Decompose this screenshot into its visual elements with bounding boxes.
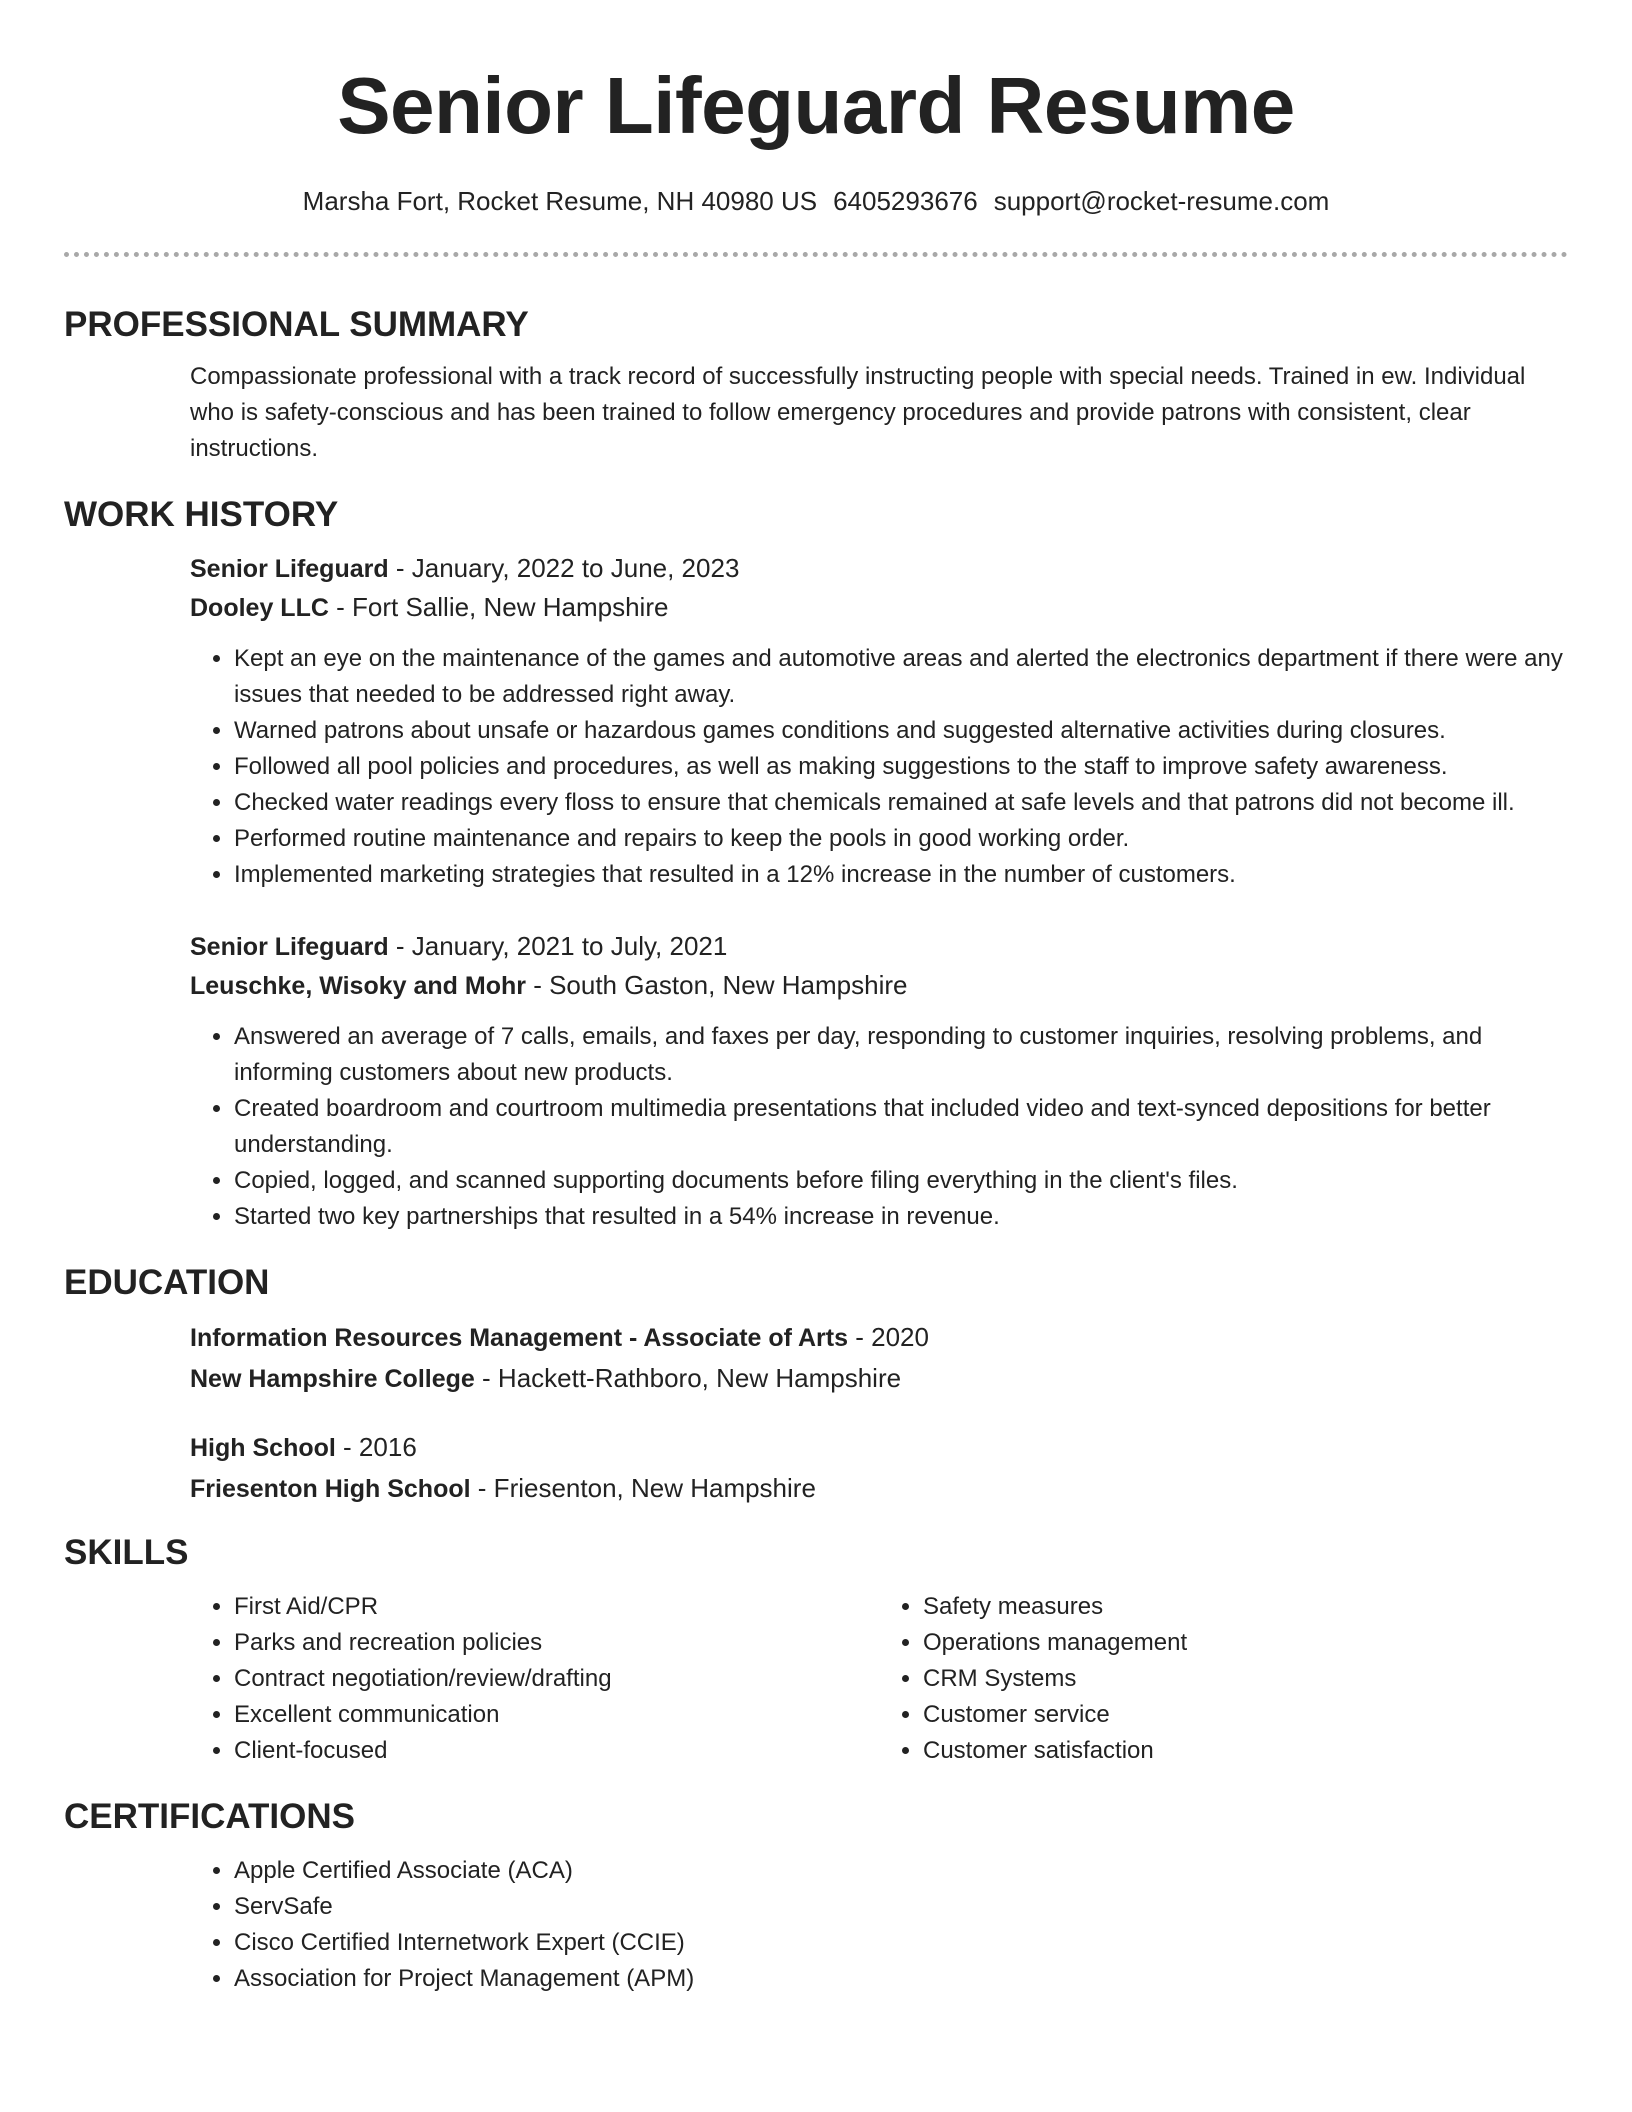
skills-list-left — [190, 1589, 879, 1769]
job-bullet: • Created boardroom and courtroom multimedia presentations that included video and text-synced depositions for better understanding. — [234, 1091, 1568, 1163]
resume-title: Senior Lifeguard Resume — [337, 61, 1295, 150]
job-bullet: • Started two key partnerships that resulted in a 54% increase in revenue. — [234, 1199, 1568, 1235]
job-entry — [190, 549, 1568, 893]
job-bullet: • Copied, logged, and scanned supporting documents before filing everything in the client's files. — [234, 1163, 1568, 1199]
skill-item: • Parks and recreation policies — [234, 1625, 879, 1661]
job-bullet: • Followed all pool policies and procedures, as well as making suggestions to the staff to improve safety awareness. — [234, 749, 1568, 785]
education-year: - 2016 — [335, 1432, 417, 1462]
job-bullets — [190, 641, 1568, 893]
certifications-list — [190, 1853, 1568, 1997]
job-bullets — [190, 1019, 1568, 1235]
job-company-line — [190, 966, 1568, 1005]
skill-item: • CRM Systems — [923, 1661, 1568, 1697]
skill-item: • Customer satisfaction — [923, 1733, 1568, 1769]
contact-address: Marsha Fort, Rocket Resume, NH 40980 US — [302, 186, 818, 216]
education-location: - Hackett-Rathboro, New Hampshire — [474, 1363, 902, 1393]
job-bullet: • Checked water readings every floss to ensure that chemicals remained at safe levels and that patrons did not become ill. — [234, 785, 1568, 821]
summary-section — [190, 359, 1568, 467]
header-divider — [64, 252, 1568, 257]
certification-item: • Apple Certified Associate (ACA) — [234, 1853, 1568, 1889]
summary-text: Compassionate professional with a track record of successfully instructing people with special needs. Trained in ew. Individual who is safety-conscious and has been trained to follow emergency procedures and provide patrons with consistent, clear instructions. — [190, 363, 1526, 462]
job-bullet: • Answered an average of 7 calls, emails, and faxes per day, responding to customer inquiries, resolving problems, and informing customers about new products. — [234, 1019, 1568, 1091]
summary-heading: PROFESSIONAL SUMMARY — [64, 305, 529, 344]
job-bullet: • Warned patrons about unsafe or hazardous games conditions and suggested alternative activities during closures. — [234, 713, 1568, 749]
job-location: - South Gaston, New Hampshire — [525, 970, 908, 1000]
education-degree-line — [190, 1317, 1568, 1358]
education-school: Friesenton High School — [190, 1475, 471, 1503]
education-heading: EDUCATION — [64, 1263, 270, 1302]
certifications-section — [190, 1853, 1568, 1997]
education-school: New Hampshire College — [190, 1365, 475, 1393]
job-dates: - January, 2022 to June, 2023 — [388, 553, 740, 583]
skill-item: • Operations management — [923, 1625, 1568, 1661]
job-bullet: • Implemented marketing strategies that resulted in a 12% increase in the number of customers. — [234, 857, 1568, 893]
education-school-line — [190, 1468, 1568, 1509]
skill-item: • Contract negotiation/review/drafting — [234, 1661, 879, 1697]
contact-phone: 6405293676 — [833, 186, 978, 216]
skill-item: • Customer service — [923, 1697, 1568, 1733]
education-degree-line — [190, 1427, 1568, 1468]
contact-email: support@rocket-resume.com — [993, 186, 1330, 216]
certifications-heading: CERTIFICATIONS — [64, 1797, 356, 1836]
job-entry — [190, 927, 1568, 1235]
job-title-line — [190, 927, 1568, 966]
certification-item: • Cisco Certified Internetwork Expert (CCIE) — [234, 1925, 1568, 1961]
job-title: Senior Lifeguard — [190, 555, 389, 583]
certification-item: • Association for Project Management (APM) — [234, 1961, 1568, 1997]
job-company-line — [190, 588, 1568, 627]
education-section — [190, 1317, 1568, 1509]
skill-item: • Safety measures — [923, 1589, 1568, 1625]
education-entry — [190, 1427, 1568, 1509]
job-bullet: • Kept an eye on the maintenance of the games and automotive areas and alerted the electronics department if there were any issues that needed to be addressed right away. — [234, 641, 1568, 713]
education-degree: High School — [190, 1434, 336, 1462]
skill-item: • First Aid/CPR — [234, 1589, 879, 1625]
job-title-line — [190, 549, 1568, 588]
education-degree: Information Resources Management - Associate of Arts — [190, 1324, 849, 1352]
work-history-heading: WORK HISTORY — [64, 495, 339, 534]
job-company: Leuschke, Wisoky and Mohr — [190, 972, 526, 1000]
skills-heading: SKILLS — [64, 1533, 189, 1572]
job-location: - Fort Sallie, New Hampshire — [328, 592, 669, 622]
work-history-section — [190, 549, 1568, 1235]
certification-item: • ServSafe — [234, 1889, 1568, 1925]
education-year: - 2020 — [848, 1322, 929, 1352]
job-dates: - January, 2021 to July, 2021 — [388, 931, 728, 961]
job-bullet: • Performed routine maintenance and repairs to keep the pools in good working order. — [234, 821, 1568, 857]
education-school-line — [190, 1358, 1568, 1399]
job-title: Senior Lifeguard — [190, 933, 389, 961]
skill-item: • Excellent communication — [234, 1697, 879, 1733]
education-location: - Friesenton, New Hampshire — [470, 1473, 816, 1503]
job-company: Dooley LLC — [190, 594, 329, 622]
skills-list-right — [879, 1589, 1568, 1769]
education-entry — [190, 1317, 1568, 1399]
skill-item: • Client-focused — [234, 1733, 879, 1769]
skills-section — [190, 1589, 1568, 1769]
resume-page — [64, 0, 1568, 1997]
contact-line — [64, 184, 1568, 218]
